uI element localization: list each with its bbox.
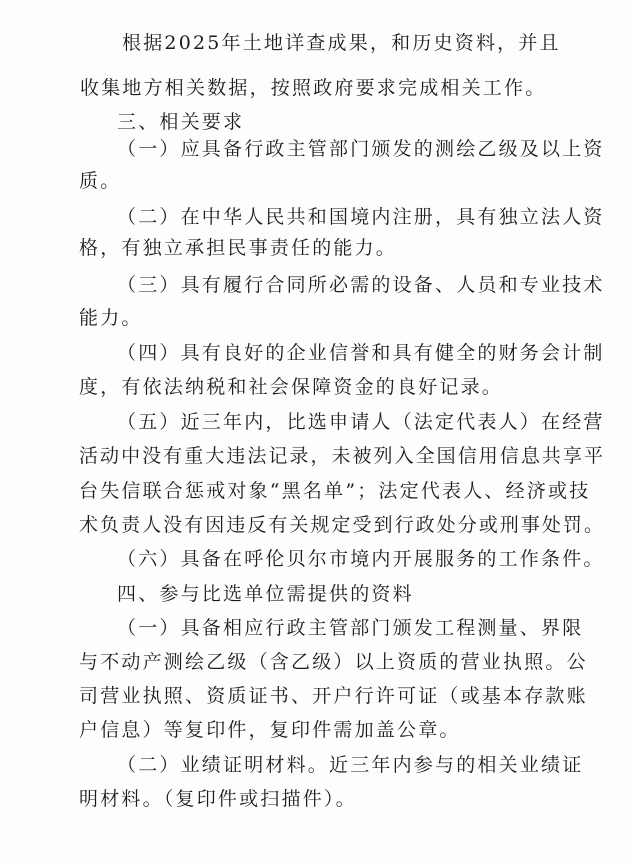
paragraph-line: 质。 — [79, 170, 122, 192]
paragraph-line: 明材料。（复印件或扫描件）。 — [79, 788, 357, 810]
section-heading: 四、参与比选单位需提供的资料 — [117, 583, 414, 605]
paragraph-line: 户信息）等复印件，复印件需加盖公章。 — [79, 719, 461, 741]
paragraph-line: （二）在中华人民共和国境内注册，具有独立法人资 — [117, 206, 605, 228]
section-heading: 三、相关要求 — [117, 111, 245, 133]
paragraph-line: 能力。 — [79, 307, 143, 329]
paragraph-line: 收集地方相关数据，按照政府要求完成相关工作。 — [80, 77, 547, 99]
paragraph-line: （一）具备相应行政主管部门颁发工程测量、界限 — [117, 617, 584, 639]
paragraph-line: （四）具有良好的企业信誉和具有健全的财务会计制 — [117, 342, 605, 364]
paragraph-line: 度，有依法纳税和社会保障资金的良好记录。 — [79, 376, 504, 398]
paragraph-line: （二）业绩证明材料。近三年内参与的相关业绩证 — [117, 754, 584, 776]
paragraph-line: 根据2025年土地详查成果，和历史资料，并且 — [122, 32, 561, 54]
paragraph-line: 活动中没有重大违法记录，未被列入全国信用信息共享平 — [79, 445, 606, 467]
paragraph-line: （一）应具备行政主管部门颁发的测绘乙级及以上资 — [117, 138, 605, 160]
paragraph-line: （五）近三年内，比选申请人（法定代表人）在经营 — [117, 411, 605, 433]
paragraph-line: （三）具有履行合同所必需的设备、人员和专业技术 — [117, 274, 605, 296]
paragraph-line: （六）具备在呼伦贝尔市境内开展服务的工作条件。 — [117, 548, 605, 570]
paragraph-line: 司营业执照、资质证书、开户行许可证（或基本存款账 — [79, 685, 588, 707]
paragraph-line: 格，有独立承担民事责任的能力。 — [79, 237, 398, 259]
paragraph-line: 术负责人没有因违反有关规定受到行政处分或刑事处罚。 — [79, 514, 606, 536]
paragraph-line: 台失信联合惩戒对象“黑名单”；法定代表人、经济或技 — [79, 480, 591, 502]
paragraph-line: 与不动产测绘乙级（含乙级）以上资质的营业执照。公 — [79, 651, 588, 673]
